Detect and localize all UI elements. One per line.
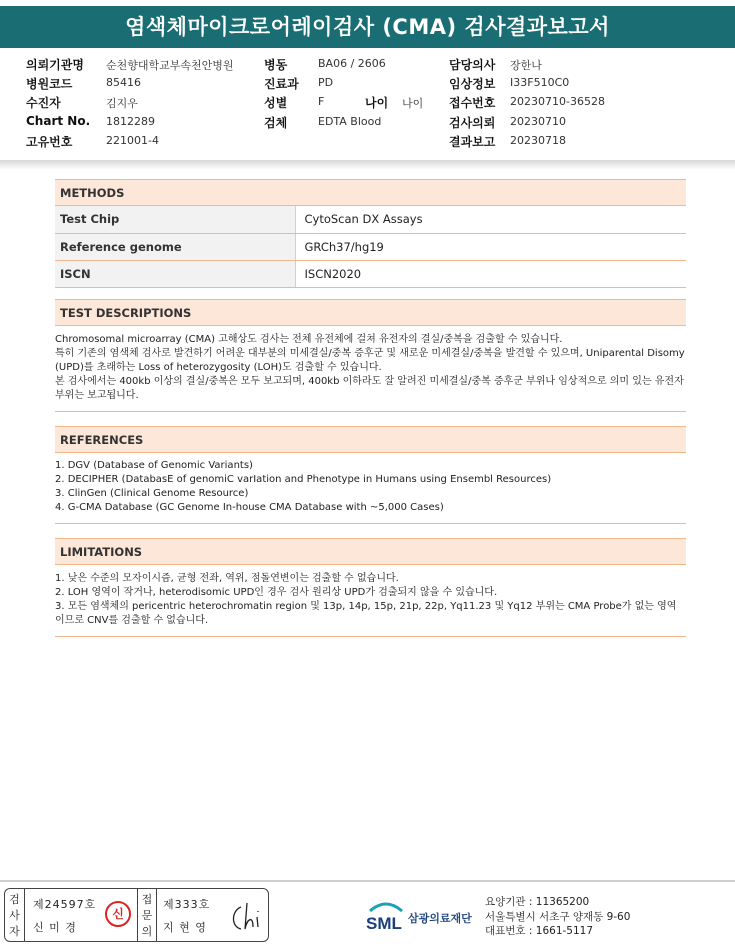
limitations-list (55, 572, 686, 628)
section-divider (55, 636, 686, 637)
value-department: PD (318, 76, 334, 89)
reviewer-name: 지 현 영 (163, 921, 207, 934)
references-heading: REFERENCES (55, 426, 686, 453)
report-title: 염색체마이크로어레이검사 (CMA) 검사결과보고서 (0, 6, 735, 48)
methods-value: GRCh37/hg19 (295, 233, 686, 260)
value-patient-name: 김지우 (106, 97, 138, 110)
value-doctor: 장한나 (510, 59, 542, 72)
footer-divider (0, 880, 735, 882)
label-unique-no: 고유번호 (26, 135, 73, 149)
description-paragraph: Chromosomal microarray (CMA) 고해상도 검사는 전체 유전체에 걸쳐 유전자의 결실/중복을 검출할 수 있습니다. (55, 334, 563, 345)
descriptions-body (55, 333, 686, 403)
sml-logo-mark (364, 897, 408, 937)
label-specimen: 검체 (264, 116, 288, 130)
list-item: 2. LOH 영역이 작거나, heterodisomic UPD인 경우 검사 원리상 UPD가 검출되지 않을 수 있습니다. (55, 587, 498, 598)
label-chart-no: Chart No. (26, 114, 91, 128)
label-hospital-code: 병원코드 (26, 77, 73, 91)
inspector-seal-text: 신 (112, 907, 124, 921)
value-receipt-no: 20230710-36528 (510, 95, 605, 108)
label-request-date: 검사의뢰 (449, 116, 496, 130)
methods-table (55, 206, 686, 288)
patient-info (26, 56, 716, 152)
label-patient-name: 수진자 (26, 96, 61, 110)
label-clinical-info: 임상정보 (449, 77, 496, 91)
references-list (55, 459, 686, 515)
inspector-license-no: 제24597호 (33, 898, 97, 911)
list-item: 3. ClinGen (Clinical Genome Resource) (55, 488, 249, 499)
inspector-seal (105, 901, 131, 927)
value-chart-no: 1812289 (106, 115, 155, 128)
inspector-label (5, 889, 25, 941)
list-item: 1. DGV (Database of Genomic Variants) (55, 460, 253, 471)
description-paragraph: 본 검사에서는 400kb 이상의 결실/중복은 모두 보고되며, 400kb 이하라도 잘 알려진 미세결실/중복 증후군 부위나 임상적으로 의미 있는 유전자 부위는 보고됩니다. (55, 376, 684, 401)
institution-address: 서울특별시 서초구 양재동 9-60 (485, 910, 631, 923)
label-receipt-no: 접수번호 (449, 96, 496, 110)
value-sex: F (318, 95, 325, 108)
inspector-label-text: 검 사 자 (9, 893, 20, 938)
label-department: 진료과 (264, 77, 299, 91)
methods-value: ISCN2020 (295, 260, 686, 287)
table-row (55, 233, 686, 260)
limitations-heading: LIMITATIONS (55, 538, 686, 565)
sml-logo-text: 삼광의료재단 (408, 912, 472, 925)
value-report-date: 20230718 (510, 134, 566, 147)
label-doctor: 담당의사 (449, 58, 496, 72)
table-row (55, 206, 686, 233)
reviewer-label (137, 889, 157, 941)
signature-box (4, 888, 269, 942)
label-ward: 병동 (264, 58, 288, 72)
description-paragraph: 특히 기존의 염색체 검사로 발견하기 어려운 대부분의 미세결실/중복 증후군 및 새로운 미세결실/중복을 발견할 수 있으며, Uniparental Disomy (UPD)를 초래하는 Loss of heterozygosity (LOH)도 검출할 수 있습니다. (55, 348, 685, 373)
table-row (55, 260, 686, 287)
methods-key: Test Chip (55, 206, 295, 233)
value-age: 나이 (402, 97, 424, 110)
value-unique-no: 221001-4 (106, 134, 159, 147)
sml-logo-letters: SML (366, 914, 402, 933)
value-requesting-institution: 순천향대학교부속천안병원 (106, 59, 234, 72)
label-requesting-institution: 의뢰기관명 (26, 58, 84, 72)
section-divider (55, 411, 686, 412)
methods-heading: METHODS (55, 179, 686, 206)
institution-code: 요양기관 : 11365200 (485, 896, 590, 908)
label-report-date: 결과보고 (449, 135, 496, 149)
list-item: 2. DECIPHER (DatabasE of genomiC varIation and Phenotype in Humans using Ensembl Resources) (55, 474, 552, 485)
header-divider (0, 160, 735, 170)
value-clinical-info: I33F510C0 (510, 76, 570, 89)
label-sex: 성별 (264, 96, 288, 110)
inspector-name: 신 미 경 (33, 921, 77, 934)
reviewer-license-no: 제333호 (163, 898, 211, 911)
institution-info (485, 895, 630, 939)
value-request-date: 20230710 (510, 115, 566, 128)
reviewer-signature (227, 899, 265, 933)
methods-value: CytoScan DX Assays (295, 206, 686, 233)
institution-phone: 대표번호 : 1661-5117 (485, 925, 594, 937)
descriptions-heading: TEST DESCRIPTIONS (55, 299, 686, 326)
value-specimen: EDTA Blood (318, 115, 382, 128)
sml-logo (364, 897, 479, 937)
section-divider (55, 523, 686, 524)
methods-key: Reference genome (55, 233, 295, 260)
reviewer-label-text: 접 문 의 (141, 893, 153, 938)
label-age: 나이 (365, 96, 389, 110)
value-ward: BA06 / 2606 (318, 57, 386, 70)
list-item: 3. 모든 염색체의 pericentric heterochromatin region 및 13p, 14p, 15p, 21p, 22p, Yq11.23 및 Yq12 부위는 CMA Probe가 없는 영역이므로 CNV를 검출할 수 없습니다. (55, 601, 677, 626)
methods-key: ISCN (55, 260, 295, 287)
list-item: 1. 낮은 수준의 모자이시즘, 균형 전좌, 역위, 점돌연변이는 검출할 수 없습니다. (55, 573, 399, 584)
value-hospital-code: 85416 (106, 76, 141, 89)
list-item: 4. G-CMA Database (GC Genome In-house CMA Database with ~5,000 Cases) (55, 502, 444, 513)
